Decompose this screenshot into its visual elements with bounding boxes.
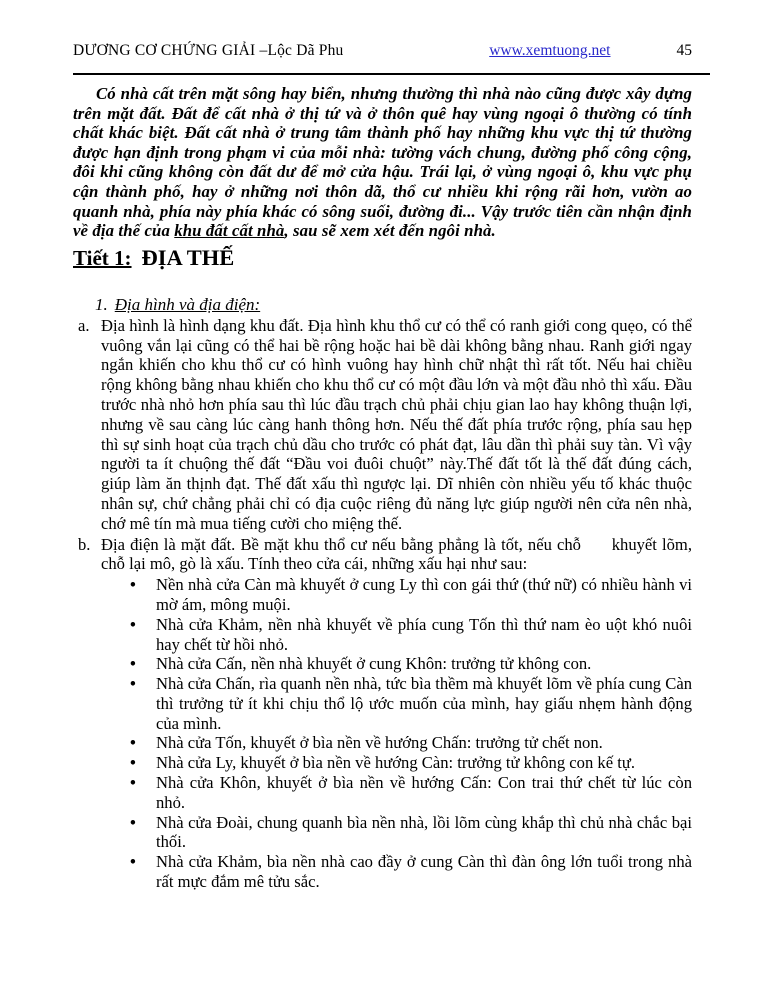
section-title: ĐỊA THẾ (141, 244, 235, 270)
lettered-item-a (78, 316, 692, 534)
intro-underlined-phrase: khu đất cất nhà (174, 221, 285, 241)
list-item (130, 813, 692, 853)
bullet-icon: • (130, 575, 136, 595)
bullet-icon: • (130, 852, 136, 872)
bullet-icon: • (130, 733, 136, 753)
header-divider (73, 73, 710, 75)
bullet-text: Nhà cửa Khảm, nền nhà khuyết về phía cung Tốn thì thứ nam èo uột khó nuôi hay chết từ hồi nhỏ. (156, 614, 692, 654)
bullet-text: Nền nhà cửa Càn mà khuyết ở cung Ly thì con gái thứ (thứ nữ) có nhiều hành vi mờ ám, mông muội. (156, 575, 692, 614)
section-label: Tiết 1: (73, 245, 132, 270)
bullet-text: Nhà cửa Khảm, bìa nền nhà cao đầy ở cung Càn thì đàn ông lớn tuổi trong nhà rất mực đắm mê tửu sắc. (156, 852, 692, 892)
bullet-list (73, 575, 692, 892)
list-item (130, 674, 692, 733)
subsection-title: Địa hình và địa điện: (114, 294, 261, 314)
bullet-text: Nhà cửa Khôn, khuyết ở bìa nền về hướng Cấn: Con trai thứ chết từ lúc còn nhỏ. (156, 773, 692, 812)
list-item (130, 773, 692, 813)
item-b-text: Địa điện là mặt đất. Bề mặt khu thổ cư nếu bằng phẳng là tốt, nếu chỗ khuyết lõm, chỗ lại mô, gò là xấu. Tính theo cửa cái, những xấu hại như sau: (101, 534, 692, 574)
website-link[interactable]: www.xemtuong.net (489, 42, 611, 59)
bullet-icon: • (130, 674, 136, 694)
bullet-text: Nhà cửa Đoài, chung quanh bìa nền nhà, lồi lõm cùng khắp thì chủ nhà chắc bại thối. (156, 812, 692, 852)
bullet-text: Nhà cửa Ly, khuyết ở bìa nền về hướng Càn: trưởng tử không con kế tự. (156, 753, 635, 773)
list-item (130, 615, 692, 655)
bullet-icon: • (130, 654, 136, 674)
intro-text-before: Có nhà cất trên mặt sông hay biển, nhưng thường thì nhà nào cũng được xây dựng trên mặt đất. Đất để cất nhà ở thị tứ và ở thôn quê hay vùng ngoại ô thường có tính chất khác biệt. Đất cất nhà ở trung tâm thành phố hay những khu vực thị tứ thường được hạn định trong phạm vi của mỗi nhà: tường vách chung, đường phố công cộng, đôi khi cũng không còn đất dư để mở cửa hậu. Trái lại, ở vùng ngoại ô, khu vực phụ cận thành phố, hay ở những nơi thôn dã, thổ cư nhiều khi rộng rãi hơn, vườn ao quanh nhà, phía này phía khác có sông suối, đường đi... Vậy trước tiên cần nhận định về địa thế của (73, 84, 692, 241)
bullet-text: Nhà cửa Tốn, khuyết ở bìa nền về hướng Chấn: trưởng tử chết non. (156, 733, 603, 753)
document-title: DƯƠNG CƠ CHỨNG GIẢI –Lộc Dã Phu (73, 42, 344, 59)
bullet-icon: • (130, 753, 136, 773)
bullet-text: Nhà cửa Chấn, rìa quanh nền nhà, tức bìa thềm mà khuyết lõm về phía cung Càn thì trưởng tử ít khi chịu thổ lộ ước muốn của mình, hay giấu nhẹm hành động của mình. (156, 674, 692, 733)
page-header (73, 42, 692, 60)
item-a-label: a. (78, 315, 90, 335)
section-heading (73, 244, 692, 272)
subsection-number: 1. (95, 294, 108, 314)
bullet-text: Nhà cửa Cấn, nền nhà khuyết ở cung Khôn: trưởng tử không con. (156, 654, 592, 674)
list-item (130, 852, 692, 892)
bullet-icon: • (130, 773, 136, 793)
bullet-icon: • (130, 812, 136, 832)
list-item (130, 654, 692, 674)
intro-paragraph (73, 84, 692, 241)
bullet-icon: • (130, 614, 136, 634)
item-b-label: b. (78, 534, 91, 554)
list-item (130, 575, 692, 615)
subsection-heading (95, 295, 692, 315)
lettered-item-b (78, 535, 692, 575)
list-item (130, 733, 692, 753)
item-a-text: Địa hình là hình dạng khu đất. Địa hình khu thổ cư có thể có ranh giới cong quẹo, có thể vuông vắn lại cũng có thể hai bề rộng hoặc hai bề dài không bằng nhau. Ranh giới ngay ngắn khiến cho khu thổ cư có hình vuông hay hình chữ nhật thì rất tốt. Nếu hai chiều rộng không bằng nhau khiến cho khu thổ cư có một đầu lớn và một đầu nhỏ thì xấu. Đầu trước nhà nhỏ hơn phía sau thì lúc đầu trạch chủ phải chịu gian lao hay không thuận lợi, nhưng về sau càng lúc càng hanh thông hơn. Nếu thế đất phía trước rộng, phía sau hẹp thì sự sinh hoạt của trạch chủ dầu cho trước có phát đạt, lâu dần thì phải suy tàn. Vì vậy người ta ít chuộng thế đất “Đầu voi đuôi chuột” này.Thế đất tốt là thế đất đúng cách, giúp làm ăn thịnh đạt. Thế đất xấu thì ngược lại. Dĩ nhiên còn nhiều yếu tố khác thuộc nhân sự, chứ chẳng phải chỉ có địa cuộc riêng đủ năng lực giúp người nên cửa nên nhà, chớ mê tín mà mua tiếng cười cho miệng thế. (101, 315, 692, 533)
page-number: 45 (676, 42, 692, 59)
list-item (130, 753, 692, 773)
intro-text-after: , sau sẽ xem xét đến ngôi nhà. (284, 221, 496, 241)
